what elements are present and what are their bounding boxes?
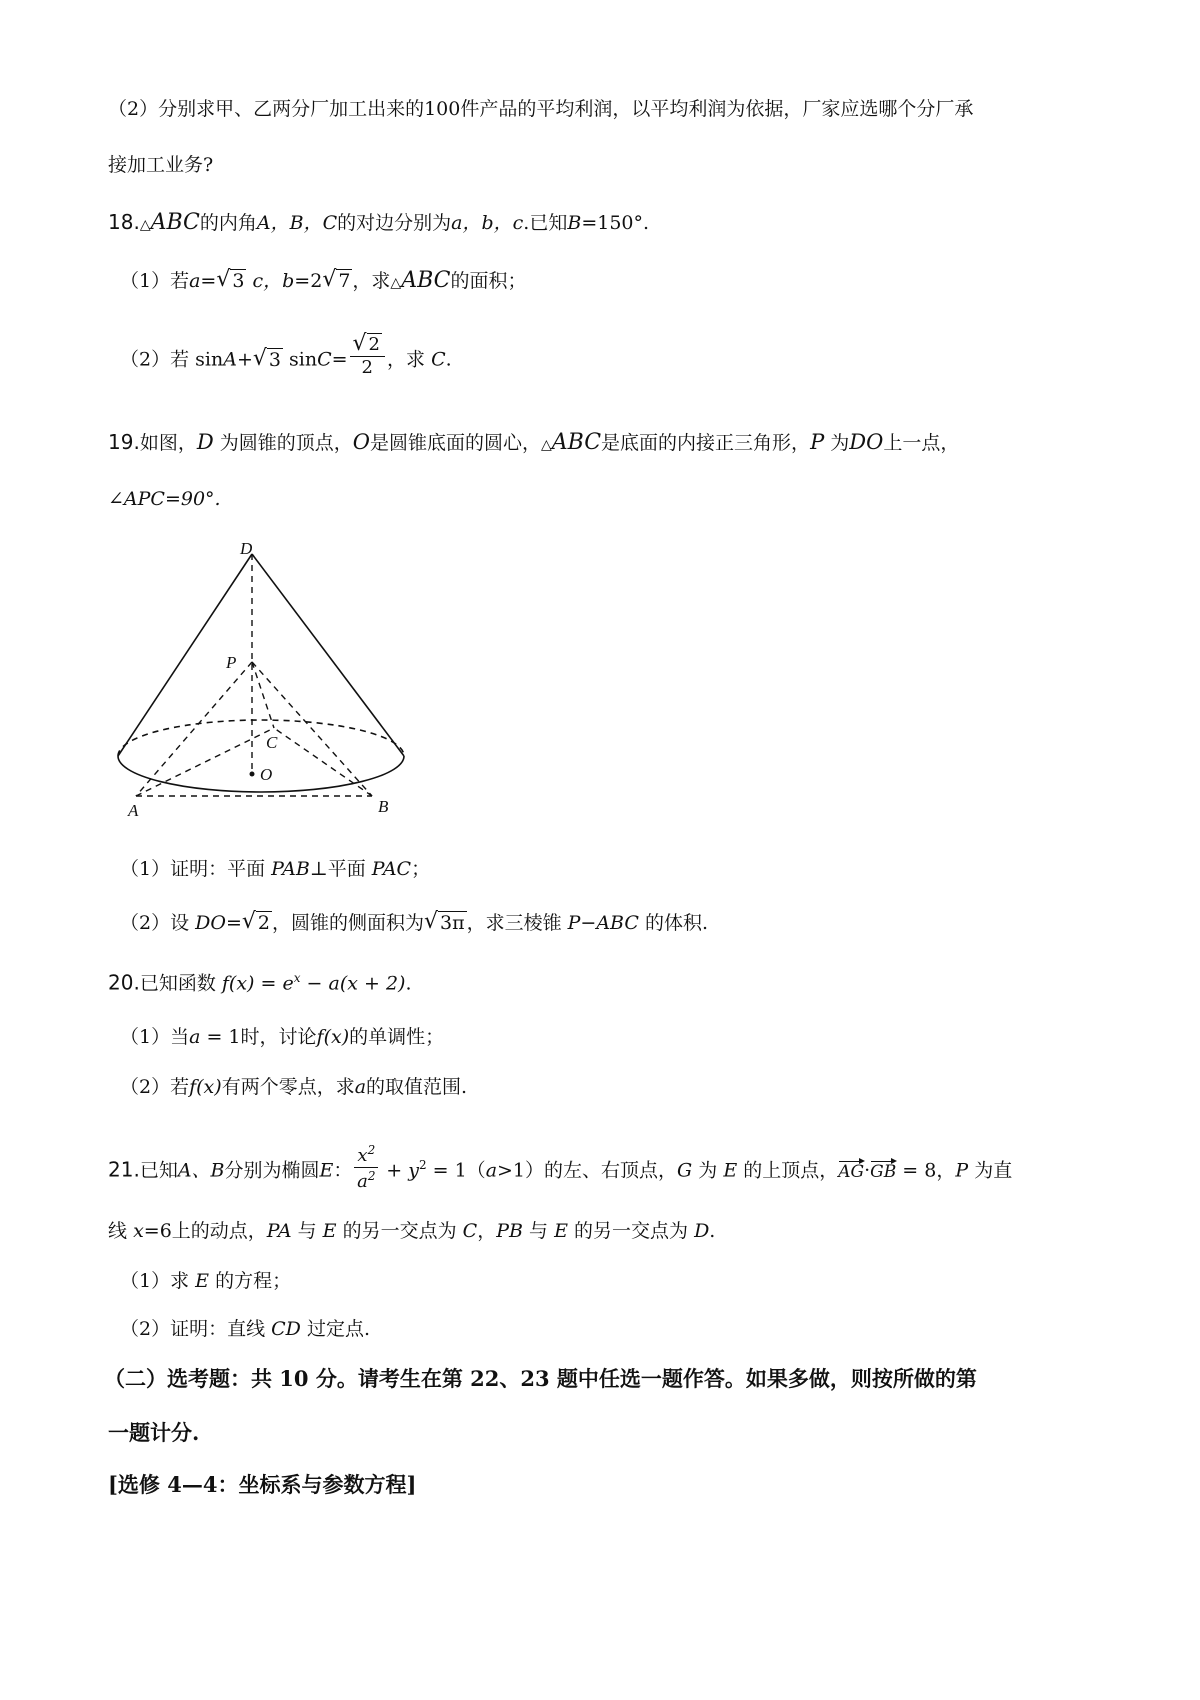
q21-part1-text: 的方程； xyxy=(215,1270,292,1292)
sqrt-sign xyxy=(426,914,467,933)
q19-part2-text: （2）设 xyxy=(120,912,190,934)
segment-ac xyxy=(136,728,274,796)
q18-triangle: △ xyxy=(390,275,402,291)
q18-sides: a，b，c xyxy=(451,212,524,234)
q20-func: f xyxy=(221,972,229,995)
q19-stem-line1 xyxy=(108,432,1140,454)
denominator-exponent: 2 xyxy=(367,1169,376,1183)
q19-part2-text: 的体积. xyxy=(644,912,708,934)
q18-triangle: △ xyxy=(139,217,151,233)
fraction-x2-over-a2 xyxy=(354,1144,378,1191)
sqrt-radicand: 3 xyxy=(232,270,245,292)
q20-part1-text: 的单调性； xyxy=(349,1026,445,1048)
sqrt-radicand: 3 xyxy=(268,348,281,371)
fraction-numerator: 2 xyxy=(368,334,380,355)
q19-part1-var: PAC xyxy=(371,858,412,880)
q21-var: a xyxy=(485,1159,498,1182)
cone-side-right xyxy=(252,554,404,756)
q18-part2-text: + xyxy=(236,348,253,371)
q21-part1 xyxy=(120,1272,1140,1291)
q21-part1-text: （1）求 xyxy=(120,1270,190,1292)
q19-part2-var: DO xyxy=(195,912,226,934)
q21-text: . xyxy=(709,1220,716,1242)
q20-func: (x) = e xyxy=(228,972,294,995)
q18-angles: A，B，C xyxy=(256,212,338,234)
q21-var: x xyxy=(133,1220,144,1242)
q18-part1-var: a xyxy=(189,270,201,292)
section-heading-4-4: [选修 4—4：坐标系与参数方程] xyxy=(108,1472,417,1497)
q21-text: 为直 xyxy=(974,1159,1013,1182)
q19-var: O xyxy=(352,430,370,454)
label-b: B xyxy=(378,797,389,816)
dot-product: · xyxy=(864,1159,871,1182)
q19-stem-line2 xyxy=(108,490,1140,509)
q20-part1-var: a xyxy=(189,1026,201,1048)
q21-text: ， xyxy=(477,1220,497,1242)
q18-part2-text: ，求 xyxy=(387,348,426,371)
q17-part2-line1: （2）分别求甲、乙两分厂加工出来的100件产品的平均利润，以平均利润为依据，厂家应选哪个分厂承 xyxy=(108,98,974,120)
q21-text: =6上的动点， xyxy=(143,1220,267,1242)
section-elective-line2: 一题计分. xyxy=(108,1420,200,1445)
q20-part2-text: （2）若 xyxy=(120,1076,190,1098)
q18-part1-text: ，求 xyxy=(352,270,391,292)
q18-part2-text: . xyxy=(445,348,452,371)
q19-part1 xyxy=(120,860,1140,879)
q21-text: 的上顶点， xyxy=(743,1159,839,1182)
cone-figure xyxy=(108,540,413,830)
q19-part2-text: = xyxy=(225,912,242,934)
q19-text: 为 xyxy=(830,432,850,454)
q18-part2-text: = xyxy=(331,348,348,371)
q21-var: PB xyxy=(496,1220,523,1242)
q21-var: G xyxy=(677,1159,693,1182)
q18-abc: ABC xyxy=(401,268,451,293)
sqrt-radicand: 7 xyxy=(338,270,351,292)
q21-text: 与 xyxy=(297,1220,317,1242)
q20-part2-text: 有两个零点，求 xyxy=(221,1076,355,1098)
q18-part2-var: C xyxy=(317,348,332,371)
q20-text: − xyxy=(300,972,329,995)
q18-number: 18. xyxy=(108,210,140,234)
sqrt-sign xyxy=(244,914,272,933)
section-elective-line1: （二）选考题：共 10 分。请考生在第 22、23 题中任选一题作答。如果多做，则按所做的第 xyxy=(104,1366,977,1391)
vector-ag: AG xyxy=(838,1161,865,1182)
q21-text: 线 xyxy=(108,1220,128,1242)
q21-exponent: 2 xyxy=(418,1158,427,1173)
label-o: O xyxy=(260,765,273,784)
segment-pa xyxy=(136,662,252,796)
q21-eq: + y xyxy=(380,1159,419,1182)
q18-text: 的内角 xyxy=(199,212,257,234)
segment-pc xyxy=(252,662,274,728)
segment-bc xyxy=(274,728,372,796)
q19-text: 是圆锥底面的圆心， xyxy=(369,432,541,454)
q21-stem-line1 xyxy=(108,1143,1140,1195)
fraction-numerator: x xyxy=(357,1145,368,1166)
q21-var: C xyxy=(462,1220,478,1242)
q21-text: 分别为椭圆 xyxy=(224,1159,320,1182)
q20-part1-func: f xyxy=(316,1026,324,1048)
q20-part2-func: f xyxy=(189,1076,197,1098)
q20-part2-var: a xyxy=(354,1076,367,1098)
center-point-o xyxy=(250,772,255,777)
q19-part2-var: P−ABC xyxy=(567,912,639,934)
q18-part1-text: 的面积； xyxy=(450,270,527,292)
q19-var: DO xyxy=(849,430,884,454)
q18-angle-b: B xyxy=(567,212,582,234)
q21-var: A、B xyxy=(177,1159,225,1182)
q18-part1-text: =2 xyxy=(294,270,323,292)
q21-text: 的另一交点为 xyxy=(574,1220,689,1242)
q19-part1-var: PAB xyxy=(271,858,310,880)
q21-part1-var: E xyxy=(195,1270,210,1292)
q21-part2-text: 过定点. xyxy=(306,1318,371,1340)
q20-func: (x + 2) xyxy=(339,972,406,995)
q21-part2-var: CD xyxy=(271,1318,301,1340)
q19-part1-text: （1）证明：平面 xyxy=(120,858,266,880)
q20-text: . xyxy=(405,972,412,995)
label-p: P xyxy=(226,653,237,672)
q21-var: E xyxy=(319,1159,334,1182)
fraction-denominator: a xyxy=(357,1171,368,1192)
label-c: C xyxy=(266,733,278,752)
q21-text: = 1（ xyxy=(426,1159,486,1182)
q17-part2-line2: 接加工业务? xyxy=(108,154,214,176)
q20-part1-func: (x) xyxy=(323,1026,350,1048)
q20-part2 xyxy=(120,1078,1140,1097)
q18-abc: ABC xyxy=(150,210,200,235)
q21-text: 与 xyxy=(529,1220,549,1242)
q19-text: 上一点， xyxy=(883,432,960,454)
q19-text: 如图， xyxy=(139,432,197,454)
q21-stem-line2 xyxy=(108,1222,1140,1241)
q19-part2-text: ，圆锥的侧面积为 xyxy=(271,912,424,934)
q21-var: E xyxy=(723,1159,738,1182)
sqrt-sign xyxy=(355,336,382,354)
q18-part2-var: A xyxy=(223,348,237,371)
q21-text: 的另一交点为 xyxy=(342,1220,457,1242)
q18-part2 xyxy=(120,334,1140,381)
q19-triangle: △ xyxy=(540,437,552,453)
label-a: A xyxy=(128,801,139,820)
label-d: D xyxy=(240,540,253,558)
q20-var: a xyxy=(328,972,340,995)
q21-var: P xyxy=(955,1159,969,1182)
q18-part1-text: = xyxy=(200,270,217,292)
q20-number: 20. xyxy=(108,970,140,995)
q21-text: 已知 xyxy=(139,1159,178,1182)
q21-number: 21. xyxy=(108,1157,140,1182)
q18-text: .已知 xyxy=(523,212,568,234)
q18-part1 xyxy=(120,270,1140,292)
q18-text: =150°. xyxy=(581,212,650,234)
q21-text: 为 xyxy=(698,1159,718,1182)
base-ellipse-back xyxy=(118,720,404,756)
q18-part1-var: c，b xyxy=(252,270,295,292)
q19-part1-text: ； xyxy=(411,858,431,880)
q21-text: = 8， xyxy=(896,1159,956,1182)
q21-var: D xyxy=(694,1220,710,1242)
q19-part1-text: ⊥平面 xyxy=(309,858,366,880)
vector-gb: GB xyxy=(870,1161,897,1182)
sqrt-radicand: 2 xyxy=(257,912,270,934)
q19-angle-apc: ∠APC=90°. xyxy=(108,488,221,510)
q19-text: 为圆锥的顶点， xyxy=(219,432,353,454)
q18-text: 的对边分别为 xyxy=(337,212,452,234)
q18-part1-text: （1）若 xyxy=(120,270,190,292)
q21-text: ： xyxy=(333,1159,353,1182)
q19-text: 是底面的内接正三角形， xyxy=(601,432,811,454)
q19-part2 xyxy=(120,914,1140,933)
q19-var: D xyxy=(196,430,214,454)
q19-var: P xyxy=(810,430,825,454)
q20-part2-func: (x) xyxy=(196,1076,222,1098)
q20-exponent: x xyxy=(293,971,301,985)
fraction-denominator: 2 xyxy=(361,357,373,378)
q18-part2-text: sin xyxy=(289,348,318,371)
q21-var: E xyxy=(554,1220,568,1242)
q18-stem xyxy=(108,212,1140,234)
sqrt-radicand: 3π xyxy=(439,912,465,934)
sqrt-sign xyxy=(324,272,352,291)
q20-part1-text: （1）当 xyxy=(120,1026,190,1048)
q20-text: 已知函数 xyxy=(139,972,216,995)
q18-part2-var: C xyxy=(431,348,446,371)
fraction-sqrt2-over-2 xyxy=(350,336,385,377)
q19-number: 19. xyxy=(108,430,140,454)
q19-part2-text: ，求三棱锥 xyxy=(466,912,562,934)
q20-part1-text: = 1时，讨论 xyxy=(200,1026,317,1048)
q21-part2-text: （2）证明：直线 xyxy=(120,1318,266,1340)
q21-var: E xyxy=(322,1220,337,1242)
q18-part2-text: （2）若 sin xyxy=(120,348,224,371)
sqrt-sign xyxy=(255,348,283,371)
q21-part2 xyxy=(120,1320,1140,1339)
q20-stem xyxy=(108,972,1140,993)
q20-part2-text: 的取值范围. xyxy=(366,1076,468,1098)
numerator-exponent: 2 xyxy=(367,1143,376,1157)
q20-part1 xyxy=(120,1028,1140,1047)
q21-var: PA xyxy=(266,1220,292,1242)
sqrt-sign xyxy=(218,272,246,291)
q21-text: >1）的左、右顶点， xyxy=(497,1159,678,1182)
q19-abc: ABC xyxy=(551,430,602,455)
